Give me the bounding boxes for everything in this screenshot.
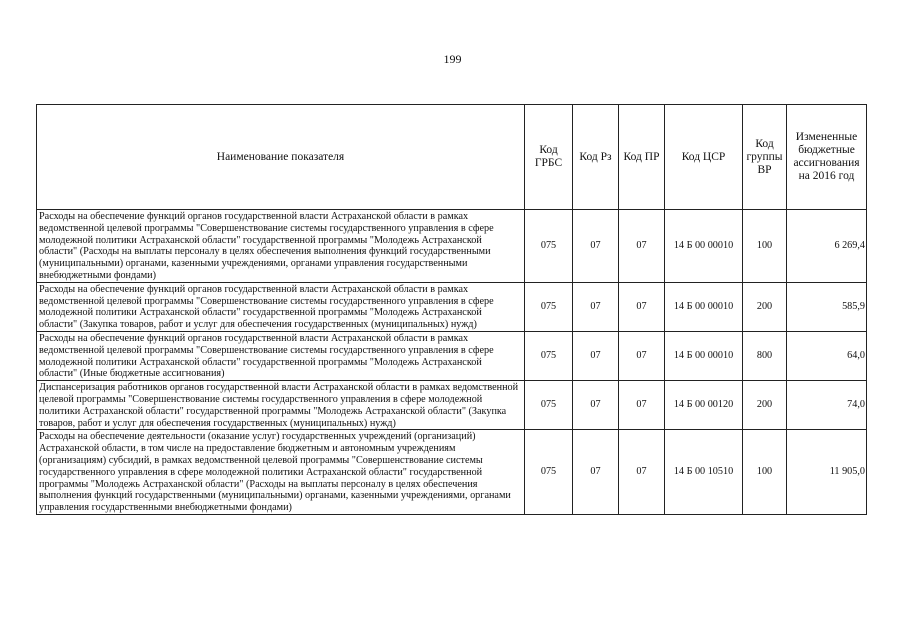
cell-amount: 6 269,4	[787, 210, 867, 283]
cell-csr: 14 Б 00 00120	[665, 381, 743, 430]
cell-rz: 07	[573, 430, 619, 515]
table-row	[37, 331, 867, 380]
header-csr: Код ЦСР	[665, 105, 743, 210]
cell-name: Расходы на обеспечение функций органов государственной власти Астраханской области в рамках ведомственной целевой программы "Совершенствование системы государственного управления в сфере молодежной политики Астраханской области" государственной программы "Молодежь Астраханской области" (Закупка товаров, работ и услуг для обеспечения государственных (муниципальных) нужд)	[37, 282, 525, 331]
cell-pr: 07	[619, 381, 665, 430]
table-row	[37, 381, 867, 430]
header-amount: Измененные бюджетные ассигнования на 2016 год	[787, 105, 867, 210]
page-number: 199	[443, 52, 462, 66]
cell-vr: 100	[743, 210, 787, 283]
cell-vr: 100	[743, 430, 787, 515]
table-row	[37, 210, 867, 283]
cell-rz: 07	[573, 331, 619, 380]
cell-rz: 07	[573, 282, 619, 331]
cell-amount: 11 905,0	[787, 430, 867, 515]
cell-csr: 14 Б 00 00010	[665, 210, 743, 283]
cell-amount: 585,9	[787, 282, 867, 331]
table-row	[37, 282, 867, 331]
cell-grbs: 075	[525, 430, 573, 515]
cell-rz: 07	[573, 381, 619, 430]
budget-table	[36, 104, 867, 515]
cell-pr: 07	[619, 210, 665, 283]
cell-name: Расходы на обеспечение функций органов государственной власти Астраханской области в рамках ведомственной целевой программы "Совершенствование системы государственного управления в сфере молодежной политики Астраханской области" государственной программы "Молодежь Астраханской области" (Иные бюджетные ассигнования)	[37, 331, 525, 380]
cell-pr: 07	[619, 282, 665, 331]
cell-vr: 200	[743, 381, 787, 430]
cell-grbs: 075	[525, 381, 573, 430]
table-row	[37, 430, 867, 515]
header-name: Наименование показателя	[37, 105, 525, 210]
cell-pr: 07	[619, 331, 665, 380]
cell-grbs: 075	[525, 331, 573, 380]
cell-grbs: 075	[525, 210, 573, 283]
cell-amount: 64,0	[787, 331, 867, 380]
cell-rz: 07	[573, 210, 619, 283]
cell-csr: 14 Б 00 00010	[665, 282, 743, 331]
cell-name: Расходы на обеспечение функций органов государственной власти Астраханской области в рамках ведомственной целевой программы "Совершенствование системы государственного управления в сфере молодежной политики Астраханской области" государственной программы "Молодежь Астраханской области" (Расходы на выплаты персоналу в целях обеспечения выполнения функций государственными (муниципальными) органами, казенными учреждениями, органами управления государственными внебюджетными фондами)	[37, 210, 525, 283]
cell-name: Диспансеризация работников органов государственной власти Астраханской области в рамках ведомственной целевой программы "Совершенствование системы государственного управления в сфере молодежной политики Астраханской области" государственной программы "Молодежь Астраханской области" (Закупка товаров, работ и услуг для обеспечения государственных (муниципальных) нужд)	[37, 381, 525, 430]
cell-csr: 14 Б 00 10510	[665, 430, 743, 515]
header-pr: Код ПР	[619, 105, 665, 210]
table-header-row	[37, 105, 867, 210]
cell-pr: 07	[619, 430, 665, 515]
cell-vr: 800	[743, 331, 787, 380]
cell-grbs: 075	[525, 282, 573, 331]
cell-amount: 74,0	[787, 381, 867, 430]
header-grbs: Код ГРБС	[525, 105, 573, 210]
header-vr: Код группы ВР	[743, 105, 787, 210]
cell-vr: 200	[743, 282, 787, 331]
header-rz: Код Рз	[573, 105, 619, 210]
cell-name: Расходы на обеспечение деятельности (оказание услуг) государственных учреждений (организаций) Астраханской области, в том числе на предоставление бюджетным и автономным учреждениям (организациям) субсидий, в рамках ведомственной целевой программы "Совершенствование системы государственного управления в сфере молодежной политики Астраханской области" государственной программы "Молодежь Астраханской области" (Расходы на выплаты персоналу в целях обеспечения выполнения функций государственными (муниципальными) органами, казенными учреждениями, органами управления государственными внебюджетными фондами)	[37, 430, 525, 515]
cell-csr: 14 Б 00 00010	[665, 331, 743, 380]
